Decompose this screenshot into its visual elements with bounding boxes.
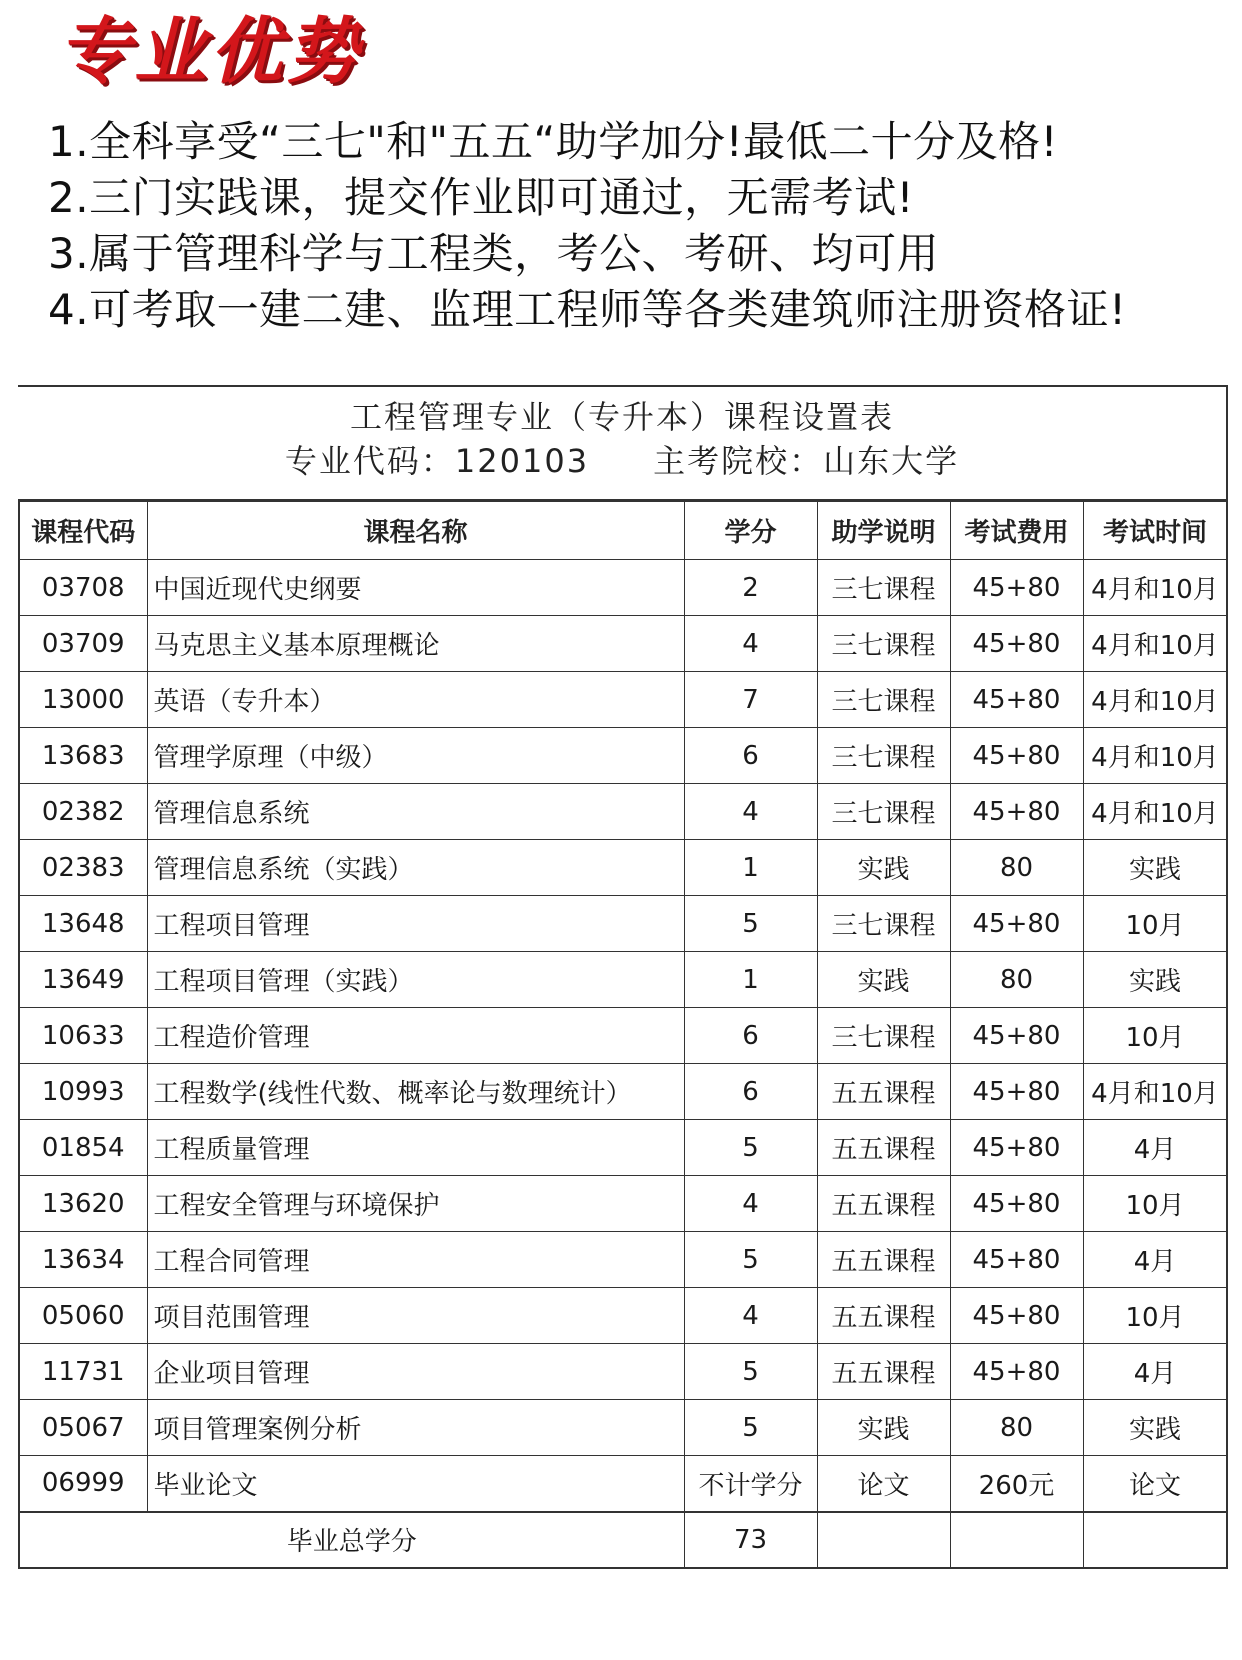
header-exam-time: 考试时间 [1083, 502, 1227, 560]
total-credits: 73 [684, 1512, 817, 1568]
course-credits-cell: 不计学分 [684, 1456, 817, 1512]
table-row [19, 1008, 1227, 1064]
course-name-cell: 项目范围管理 [147, 1288, 684, 1344]
header-course-name: 课程名称 [147, 502, 684, 560]
course-credits-cell: 5 [684, 1400, 817, 1456]
course-name-cell: 管理信息系统 [147, 784, 684, 840]
header-aid-note: 助学说明 [817, 502, 950, 560]
exam-fee-cell: 45+80 [950, 1288, 1083, 1344]
aid-note-cell: 五五课程 [817, 1120, 950, 1176]
course-name-cell: 工程数学(线性代数、概率论与数理统计） [147, 1064, 684, 1120]
exam-time-cell: 4月和10月 [1083, 728, 1227, 784]
table-title-block [18, 387, 1226, 501]
aid-note-cell: 三七课程 [817, 616, 950, 672]
header-credits: 学分 [684, 502, 817, 560]
course-credits-cell: 6 [684, 1064, 817, 1120]
exam-fee-cell: 45+80 [950, 784, 1083, 840]
course-name-cell: 管理学原理（中级） [147, 728, 684, 784]
page-headline: 专业优势 [58, 9, 363, 93]
course-credits-cell: 5 [684, 1344, 817, 1400]
course-name-cell: 工程质量管理 [147, 1120, 684, 1176]
course-credits-cell: 5 [684, 1232, 817, 1288]
course-grid [18, 501, 1228, 1569]
exam-time-cell: 实践 [1083, 1400, 1227, 1456]
total-empty-cell [950, 1512, 1083, 1568]
table-row [19, 1344, 1227, 1400]
course-code-cell: 02382 [19, 784, 147, 840]
table-row [19, 1176, 1227, 1232]
course-code-cell: 03708 [19, 560, 147, 616]
course-code-cell: 05060 [19, 1288, 147, 1344]
course-code-cell: 05067 [19, 1400, 147, 1456]
total-row [19, 1512, 1227, 1568]
course-name-cell: 中国近现代史纲要 [147, 560, 684, 616]
exam-fee-cell: 45+80 [950, 1008, 1083, 1064]
aid-note-cell: 三七课程 [817, 784, 950, 840]
aid-note-cell: 五五课程 [817, 1344, 950, 1400]
exam-time-cell: 10月 [1083, 896, 1227, 952]
header-course-code: 课程代码 [19, 502, 147, 560]
course-name-cell: 马克思主义基本原理概论 [147, 616, 684, 672]
exam-time-cell: 论文 [1083, 1456, 1227, 1512]
table-row [19, 840, 1227, 896]
course-credits-cell: 4 [684, 1288, 817, 1344]
course-code-cell: 13620 [19, 1176, 147, 1232]
aid-note-cell: 五五课程 [817, 1232, 950, 1288]
table-header-row [19, 502, 1227, 560]
advantage-item-3: 3.属于管理科学与工程类，考公、考研、均可用 [48, 229, 940, 278]
course-name-cell: 工程合同管理 [147, 1232, 684, 1288]
exam-time-cell: 4月和10月 [1083, 560, 1227, 616]
table-row [19, 1288, 1227, 1344]
exam-fee-cell: 260元 [950, 1456, 1083, 1512]
exam-fee-cell: 45+80 [950, 672, 1083, 728]
total-empty-cell [1083, 1512, 1227, 1568]
course-credits-cell: 1 [684, 840, 817, 896]
course-credits-cell: 4 [684, 784, 817, 840]
exam-time-cell: 4月和10月 [1083, 616, 1227, 672]
table-row [19, 672, 1227, 728]
course-credits-cell: 7 [684, 672, 817, 728]
course-name-cell: 工程项目管理 [147, 896, 684, 952]
aid-note-cell: 五五课程 [817, 1176, 950, 1232]
course-code-cell: 11731 [19, 1344, 147, 1400]
course-code-cell: 13649 [19, 952, 147, 1008]
course-code-cell: 13634 [19, 1232, 147, 1288]
course-code-cell: 06999 [19, 1456, 147, 1512]
table-row [19, 560, 1227, 616]
total-empty-cell [817, 1512, 950, 1568]
course-credits-cell: 4 [684, 1176, 817, 1232]
course-name-cell: 管理信息系统（实践） [147, 840, 684, 896]
aid-note-cell: 五五课程 [817, 1288, 950, 1344]
major-code: 专业代码：120103 [284, 442, 590, 480]
advantage-item-4: 4.可考取一建二建、监理工程师等各类建筑师注册资格证! [48, 285, 1127, 334]
exam-school: 主考院校：山东大学 [653, 442, 960, 480]
exam-time-cell: 4月 [1083, 1120, 1227, 1176]
exam-time-cell: 实践 [1083, 952, 1227, 1008]
aid-note-cell: 实践 [817, 840, 950, 896]
course-credits-cell: 1 [684, 952, 817, 1008]
course-credits-cell: 5 [684, 1120, 817, 1176]
exam-fee-cell: 45+80 [950, 616, 1083, 672]
course-credits-cell: 6 [684, 1008, 817, 1064]
course-name-cell: 英语（专升本） [147, 672, 684, 728]
aid-note-cell: 三七课程 [817, 728, 950, 784]
table-row [19, 896, 1227, 952]
table-row [19, 1400, 1227, 1456]
course-name-cell: 工程造价管理 [147, 1008, 684, 1064]
aid-note-cell: 实践 [817, 952, 950, 1008]
aid-note-cell: 实践 [817, 1400, 950, 1456]
advantage-list [48, 114, 1228, 338]
course-code-cell: 10633 [19, 1008, 147, 1064]
course-name-cell: 项目管理案例分析 [147, 1400, 684, 1456]
course-code-cell: 13648 [19, 896, 147, 952]
aid-note-cell: 五五课程 [817, 1064, 950, 1120]
aid-note-cell: 三七课程 [817, 560, 950, 616]
course-name-cell: 工程安全管理与环境保护 [147, 1176, 684, 1232]
table-row [19, 784, 1227, 840]
exam-time-cell: 10月 [1083, 1008, 1227, 1064]
course-table [18, 385, 1228, 1569]
table-row [19, 616, 1227, 672]
course-code-cell: 10993 [19, 1064, 147, 1120]
table-row [19, 1232, 1227, 1288]
advantage-item-1: 1.全科享受“三七"和"五五“助学加分!最低二十分及格! [48, 117, 1058, 166]
course-name-cell: 工程项目管理（实践） [147, 952, 684, 1008]
aid-note-cell: 三七课程 [817, 896, 950, 952]
aid-note-cell: 三七课程 [817, 672, 950, 728]
aid-note-cell: 三七课程 [817, 1008, 950, 1064]
aid-note-cell: 论文 [817, 1456, 950, 1512]
exam-fee-cell: 45+80 [950, 728, 1083, 784]
course-code-cell: 02383 [19, 840, 147, 896]
course-credits-cell: 2 [684, 560, 817, 616]
exam-time-cell: 4月和10月 [1083, 672, 1227, 728]
exam-fee-cell: 45+80 [950, 1176, 1083, 1232]
course-code-cell: 01854 [19, 1120, 147, 1176]
course-credits-cell: 6 [684, 728, 817, 784]
exam-time-cell: 4月 [1083, 1344, 1227, 1400]
exam-fee-cell: 80 [950, 840, 1083, 896]
exam-time-cell: 4月和10月 [1083, 1064, 1227, 1120]
course-name-cell: 毕业论文 [147, 1456, 684, 1512]
exam-time-cell: 4月 [1083, 1232, 1227, 1288]
exam-fee-cell: 80 [950, 1400, 1083, 1456]
table-row [19, 1120, 1227, 1176]
course-name-cell: 企业项目管理 [147, 1344, 684, 1400]
exam-fee-cell: 45+80 [950, 560, 1083, 616]
table-row [19, 728, 1227, 784]
exam-time-cell: 4月和10月 [1083, 784, 1227, 840]
table-row [19, 952, 1227, 1008]
course-credits-cell: 4 [684, 616, 817, 672]
table-subtitle [18, 439, 1226, 483]
total-label: 毕业总学分 [19, 1512, 684, 1568]
course-code-cell: 13683 [19, 728, 147, 784]
exam-fee-cell: 45+80 [950, 1344, 1083, 1400]
table-row [19, 1064, 1227, 1120]
exam-fee-cell: 45+80 [950, 896, 1083, 952]
exam-fee-cell: 80 [950, 952, 1083, 1008]
exam-time-cell: 10月 [1083, 1176, 1227, 1232]
exam-fee-cell: 45+80 [950, 1064, 1083, 1120]
table-title: 工程管理专业（专升本）课程设置表 [349, 398, 894, 436]
advantage-item-2: 2.三门实践课，提交作业即可通过，无需考试! [48, 173, 914, 222]
course-credits-cell: 5 [684, 896, 817, 952]
course-code-cell: 13000 [19, 672, 147, 728]
exam-time-cell: 实践 [1083, 840, 1227, 896]
course-code-cell: 03709 [19, 616, 147, 672]
exam-time-cell: 10月 [1083, 1288, 1227, 1344]
table-row [19, 1456, 1227, 1512]
header-exam-fee: 考试费用 [950, 502, 1083, 560]
exam-fee-cell: 45+80 [950, 1120, 1083, 1176]
exam-fee-cell: 45+80 [950, 1232, 1083, 1288]
